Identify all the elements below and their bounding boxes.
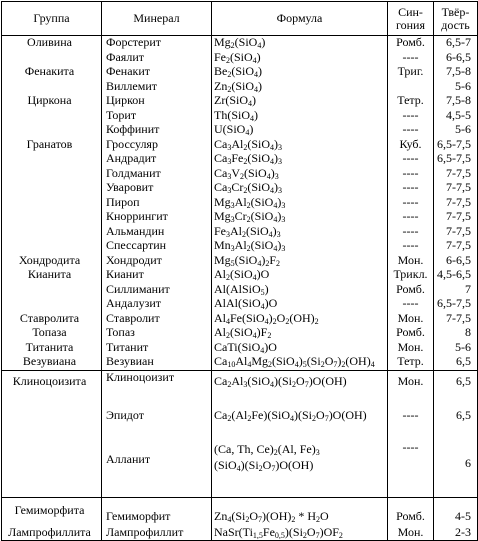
syngony-cell: Мон. — [388, 370, 434, 405]
hardness-cell: 6,5 — [434, 405, 478, 439]
header-row — [2, 2, 478, 36]
hardness-cell: 6-6,5 — [434, 51, 478, 66]
table-row — [2, 109, 478, 124]
group-cell: Циркона — [2, 94, 102, 109]
table-row — [2, 36, 478, 51]
syngony-cell: ---- — [388, 239, 434, 254]
group-cell: Ставролита — [2, 312, 102, 327]
formula-cell: Zr(SiO$_4$) — [212, 94, 388, 109]
syngony-cell: ---- — [388, 439, 434, 498]
mineral-cell: Фаялит — [102, 51, 212, 66]
formula-cell: $Zn_4(Si_2O_7)(OH)_2 * H_2O$ — [212, 497, 388, 526]
mineral-cell: Силлиманит — [102, 283, 212, 298]
formula-cell: $Fe_2(SiO_4)$ — [212, 51, 388, 66]
group-cell: Топаза — [2, 326, 102, 341]
hardness-cell: 6 — [434, 439, 478, 498]
hardness-cell: 4,5-5 — [434, 109, 478, 124]
mineral-cell: Кианит — [102, 268, 212, 283]
formula-cell: $Ca_3V_2(SiO_4)_3$ — [212, 167, 388, 182]
formula-line: $(SiO_4)(Si_2O_7)O(OH)$ — [214, 457, 314, 473]
hardness-cell: 7-7,5 — [434, 312, 478, 327]
syngony-cell: ---- — [388, 109, 434, 124]
formula-cell: $Mg_3Al_2(SiO_4)_3$ — [212, 196, 388, 211]
formula-line: (Ca, Th, $Ce)_2(Al$, $Fe)_3$ — [214, 441, 320, 457]
table-row — [2, 355, 478, 370]
mineral-cell: Форстерит — [102, 36, 212, 51]
formula-cell: $Fe_3Al_2(SiO_4)_3$ — [212, 225, 388, 240]
hardness-cell: 4-5 — [434, 497, 478, 526]
syngony-cell: Мон. — [388, 341, 434, 356]
hardness-cell: 6,5 — [434, 355, 478, 370]
table-row — [2, 268, 478, 283]
formula-cell: $Ca_{10}Al_4Mg_2(SiO_4)_5(Si_2O_7)_2(OH)_4$ — [212, 355, 388, 370]
table-row — [2, 283, 478, 298]
formula-cell: $Ca_3Cr_2(SiO_4)_3$ — [212, 181, 388, 196]
syngony-cell: ---- — [388, 51, 434, 66]
group-cell — [2, 196, 102, 211]
group-cell — [2, 239, 102, 254]
mineral-cell: Виллемит — [102, 80, 212, 95]
mineral-cell: Гемиморфит — [102, 497, 212, 526]
syngony-cell: Мон. — [388, 526, 434, 541]
header-group: Группа — [2, 2, 102, 36]
syngony-cell: Ромб. — [388, 497, 434, 526]
syngony-cell: ---- — [388, 152, 434, 167]
group-cell — [2, 283, 102, 298]
formula-cell: AlAl(SiO$_4$)O — [212, 297, 388, 312]
formula-cell: $Ca_3Fe_2(SiO_4)_3$ — [212, 152, 388, 167]
table-row — [2, 326, 478, 341]
formula-cell: $Mg_5(SiO_4)_2F_2$ — [212, 254, 388, 269]
header-syngony: Син- гония — [388, 2, 434, 36]
hardness-cell: 6,5-7,5 — [434, 138, 478, 153]
mineral-cell: Топаз — [102, 326, 212, 341]
table-row — [2, 138, 478, 153]
hardness-cell: 7-7,5 — [434, 196, 478, 211]
syngony-cell: ---- — [388, 405, 434, 439]
group-cell — [2, 439, 102, 498]
formula-cell: Th(SiO$_4$) — [212, 109, 388, 124]
hardness-cell: 2-3 — [434, 526, 478, 541]
table-row — [2, 123, 478, 138]
hardness-cell: 8 — [434, 326, 478, 341]
group-cell — [2, 210, 102, 225]
formula-cell: Al(AlSiO$_5$) — [212, 283, 388, 298]
mineral-cell: Везувиан — [102, 355, 212, 370]
table-row — [2, 210, 478, 225]
group-cell — [2, 51, 102, 66]
hardness-cell: 7-7,5 — [434, 225, 478, 240]
table-row — [2, 439, 478, 498]
syngony-cell: ---- — [388, 181, 434, 196]
formula-cell: $Mg_3Cr_2(SiO_4)_3$ — [212, 210, 388, 225]
group-cell: Кианита — [2, 268, 102, 283]
syngony-cell: ---- — [388, 123, 434, 138]
syngony-cell: Триг. — [388, 65, 434, 80]
hardness-cell: 7-7,5 — [434, 210, 478, 225]
formula-cell: CaTi(SiO$_4$)O — [212, 341, 388, 356]
table-row — [2, 167, 478, 182]
hardness-cell: 6,5-7,5 — [434, 152, 478, 167]
mineral-cell: Коффинит — [102, 123, 212, 138]
syngony-cell: Тетр. — [388, 94, 434, 109]
table-row — [2, 405, 478, 439]
hardness-cell: 7-7,5 — [434, 239, 478, 254]
group-cell — [2, 152, 102, 167]
mineral-cell: Титанит — [102, 341, 212, 356]
hardness-cell: 7-7,5 — [434, 167, 478, 182]
mineral-cell: Циркон — [102, 94, 212, 109]
table-row — [2, 254, 478, 269]
syngony-cell — [388, 80, 434, 95]
syngony-cell: ---- — [388, 210, 434, 225]
hardness-cell: 7,5-8 — [434, 94, 478, 109]
group-cell — [2, 167, 102, 182]
mineral-cell: Фенакит — [102, 65, 212, 80]
table-row — [2, 181, 478, 196]
group-cell — [2, 181, 102, 196]
hardness-cell: 7 — [434, 283, 478, 298]
table-row — [2, 370, 478, 405]
mineral-cell: Альмандин — [102, 225, 212, 240]
table-row — [2, 497, 478, 526]
hardness-cell: 5-6 — [434, 123, 478, 138]
silicates-table — [1, 1, 478, 541]
mineral-cell: Андалузит — [102, 297, 212, 312]
table-row — [2, 312, 478, 327]
mineral-cell: Пироп — [102, 196, 212, 211]
group-cell: Титанита — [2, 341, 102, 356]
group-cell — [2, 297, 102, 312]
hardness-cell: 7,5-8 — [434, 65, 478, 80]
mineral-cell: Андрадит — [102, 152, 212, 167]
group-cell: Везувиана — [2, 355, 102, 370]
formula-cell: $Ca_2Al_3(SiO_4)(Si_2O_7)O(OH)$ — [212, 370, 388, 405]
mineral-cell: Гроссуляр — [102, 138, 212, 153]
table-row — [2, 152, 478, 167]
syngony-cell: Ромб. — [388, 283, 434, 298]
syngony-cell: Трикл. — [388, 268, 434, 283]
mineral-cell: Ставролит — [102, 312, 212, 327]
hardness-cell: 6-6,5 — [434, 254, 478, 269]
hardness-cell: 6,5-7,5 — [434, 297, 478, 312]
mineral-cell: Хондродит — [102, 254, 212, 269]
syngony-cell: Ромб. — [388, 36, 434, 51]
syngony-cell: Тетр. — [388, 355, 434, 370]
table-row — [2, 239, 478, 254]
table-row — [2, 65, 478, 80]
group-cell: Фенакита — [2, 65, 102, 80]
table-row — [2, 51, 478, 66]
group-cell: Лампрофиллита — [2, 526, 102, 541]
mineral-cell: Кноррингит — [102, 210, 212, 225]
table-body-epidote — [2, 370, 478, 497]
syngony-cell: Мон. — [388, 312, 434, 327]
hardness-cell: 5-6 — [434, 341, 478, 356]
syngony-cell: ---- — [388, 167, 434, 182]
mineral-cell: Торит — [102, 109, 212, 124]
group-cell — [2, 109, 102, 124]
group-cell — [2, 123, 102, 138]
syngony-cell: ---- — [388, 225, 434, 240]
mineral-cell: Спессартин — [102, 239, 212, 254]
table-row — [2, 196, 478, 211]
mineral-cell: Эпидот — [102, 405, 212, 439]
formula-cell: $Mg_2(SiO_4)$ — [212, 36, 388, 51]
header-hardness: Твёр- дость — [434, 2, 478, 36]
hardness-cell: 5-6 — [434, 80, 478, 95]
formula-cell: $Ca_2(Al_2Fe)(SiO_4)(Si_2O_7)O(OH)$ — [212, 405, 388, 439]
mineral-cell: Уваровит — [102, 181, 212, 196]
formula-cell: $Ca_3Al_2(SiO_4)_3$ — [212, 138, 388, 153]
syngony-cell: ---- — [388, 196, 434, 211]
formula-cell: $Zn_2(SiO_4)$ — [212, 80, 388, 95]
mineral-cell: Голдманит — [102, 167, 212, 182]
group-cell: Гранатов — [2, 138, 102, 153]
syngony-cell: Куб. — [388, 138, 434, 153]
group-cell — [2, 80, 102, 95]
mineral-cell: Лампрофиллит — [102, 526, 212, 541]
hardness-cell: 6,5 — [434, 370, 478, 405]
mineral-cell: Алланит — [102, 439, 212, 498]
group-cell: Хондродита — [2, 254, 102, 269]
syngony-cell: Ромб. — [388, 326, 434, 341]
table-row — [2, 297, 478, 312]
header-mineral: Минерал — [102, 2, 212, 36]
hardness-cell: 4,5-6,5 — [434, 268, 478, 283]
syngony-cell: Мон. — [388, 254, 434, 269]
formula-cell: $Al_2(SiO_4)F_2$ — [212, 326, 388, 341]
formula-cell: U(SiO$_4$) — [212, 123, 388, 138]
table-row — [2, 341, 478, 356]
table-row — [2, 94, 478, 109]
group-cell — [2, 225, 102, 240]
table-row — [2, 526, 478, 541]
hardness-cell: 6,5-7 — [434, 36, 478, 51]
formula-cell: $NaSr(Ti_{1,5}Fe_{0,5})(Si_2O_7)OF_2$ — [212, 526, 388, 541]
table-row — [2, 80, 478, 95]
table-body-bottom — [2, 497, 478, 540]
syngony-cell: ---- — [388, 297, 434, 312]
group-cell: Оливина — [2, 36, 102, 51]
formula-cell: $Al_4Fe(SiO_4)_2O_2(OH)_2$ — [212, 312, 388, 327]
group-cell: Клиноцоизита — [2, 370, 102, 405]
header-formula: Формула — [212, 2, 388, 36]
formula-cell: $Be_2(SiO_4)$ — [212, 65, 388, 80]
hardness-cell: 7-7,5 — [434, 181, 478, 196]
table-row — [2, 225, 478, 240]
formula-cell: $Mn_3Al_2(SiO_4)_3$ — [212, 239, 388, 254]
formula-cell: $Al_2(SiO_4)O$ — [212, 268, 388, 283]
group-cell: Гемиморфита — [2, 497, 102, 526]
table-body-main — [2, 36, 478, 371]
formula-cell — [212, 439, 388, 498]
group-cell — [2, 405, 102, 439]
mineral-cell: Клиноцоизит — [102, 370, 212, 405]
